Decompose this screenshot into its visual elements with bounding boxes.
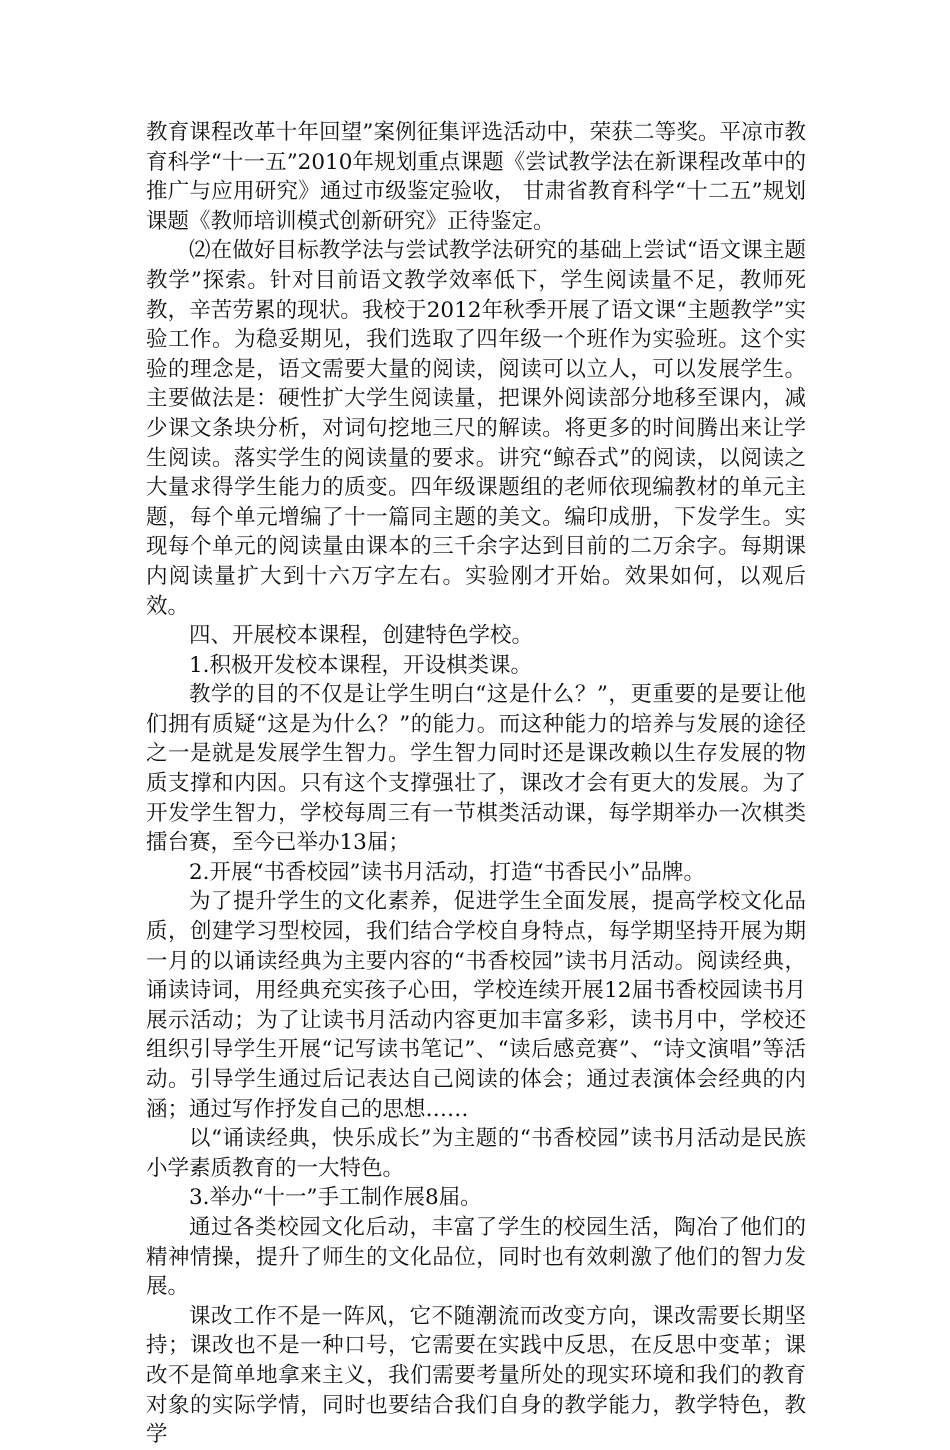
paragraph-continuation: 教育课程改革十年回望”案例征集评选活动中，荣获二等奖。平凉市教育科学“十一五”2010年规划重点课题《尝试教学法在新课程改革中的推广与应用研究》通过市级鉴定验收， 甘肃省教育科学“十二五”规划课题《教师培训模式创新研究》正待鉴定。	[146, 120, 806, 234]
paragraph-reading-month: 为了提升学生的文化素养，促进学生全面发展，提高学校文化品质，创建学习型校园，我们结合学校自身特点，每学期坚持开展为期一月的以诵读经典为主要内容的“书香校园”读书月活动。阅读经典，诵读诗词，用经典充实孩子心田，学校连续开展12届书香校园读书月展示活动；为了让读书月活动内容更加丰富多彩，读书月中，学校还组织引导学生开展“记写读书笔记”、“读后感竞赛”、“诗文演唱”等活动。引导学生通过后记表达自己阅读的体会；通过表演体会经典的内涵；通过写作抒发自己的思想……	[146, 889, 806, 1122]
paragraph-reform-conclusion: 课改工作不是一阵风，它不随潮流而改变方向，课改需要长期坚持；课改也不是一种口号，它需要在实践中反思，在反思中变革；课改不是简单地拿来主义，我们需要考量所处的现实环境和我们的教育对象的实际学情，同时也要结合我们自身的教学能力，教学特色，教学	[146, 1303, 806, 1448]
paragraph-campus-culture: 通过各类校园文化后动，丰富了学生的校园生活，陶冶了他们的精神情操，提升了师生的文化品位，同时也有效刺激了他们的智力发展。	[146, 1214, 806, 1300]
subheading-reading-month: 2.开展“书香校园”读书月活动，打造“书香民小”品牌。	[189, 859, 705, 885]
paragraph-reading-feature: 以“诵读经典，快乐成长”为主题的“书香校园”读书月活动是民族小学素质教育的一大特色。	[146, 1126, 806, 1181]
paragraph-theme-teaching: ⑵在做好目标教学法与尝试教学法研究的基础上尝试“语文课主题教学”探索。针对目前语文教学效率低下，学生阅读量不足，教师死教，辛苦劳累的现状。我校于2012年秋季开展了语文课“主题教学”实验工作。为稳妥期见，我们选取了四年级一个班作为实验班。这个实验的理念是，语文需要大量的阅读，阅读可以立人，可以发展学生。主要做法是：硬性扩大学生阅读量，把课外阅读部分地移至课内，减少课文条块分析，对词句挖地三尺的解读。将更多的时间腾出来让学生阅读。落实学生的阅读量的要求。讲究“鲸吞式”的阅读，以阅读之大量求得学生能力的质变。四年级课题组的老师依现编教材的单元主题，每个单元增编了十一篇同主题的美文。编印成册，下发学生。实现每个单元的阅读量由课本的三千余字达到目前的二万余字。每期课内阅读量扩大到十六万字左右。实验刚才开始。效果如何，以观后效。	[146, 238, 806, 619]
document-page	[146, 118, 806, 1450]
subheading-chess-course: 1.积极开发校本课程，开设棋类课。	[189, 652, 533, 678]
section-heading-school-curriculum: 四、开展校本课程，创建特色学校。	[189, 623, 534, 649]
subheading-handicraft: 3.举办“十一”手工制作展8届。	[189, 1185, 482, 1211]
paragraph-chess-course: 教学的目的不仅是让学生明白“这是什么？”，更重要的是要让他们拥有质疑“这是为什么？”的能力。而这种能力的培养与发展的途径之一是就是发展学生智力。学生智力同时还是课改赖以生存发展的物质支撑和内因。只有这个支撑强壮了，课改才会有更大的发展。为了开发学生智力，学校每周三有一节棋类活动课，每学期举办一次棋类擂台赛，至今已举办13届；	[146, 682, 806, 856]
